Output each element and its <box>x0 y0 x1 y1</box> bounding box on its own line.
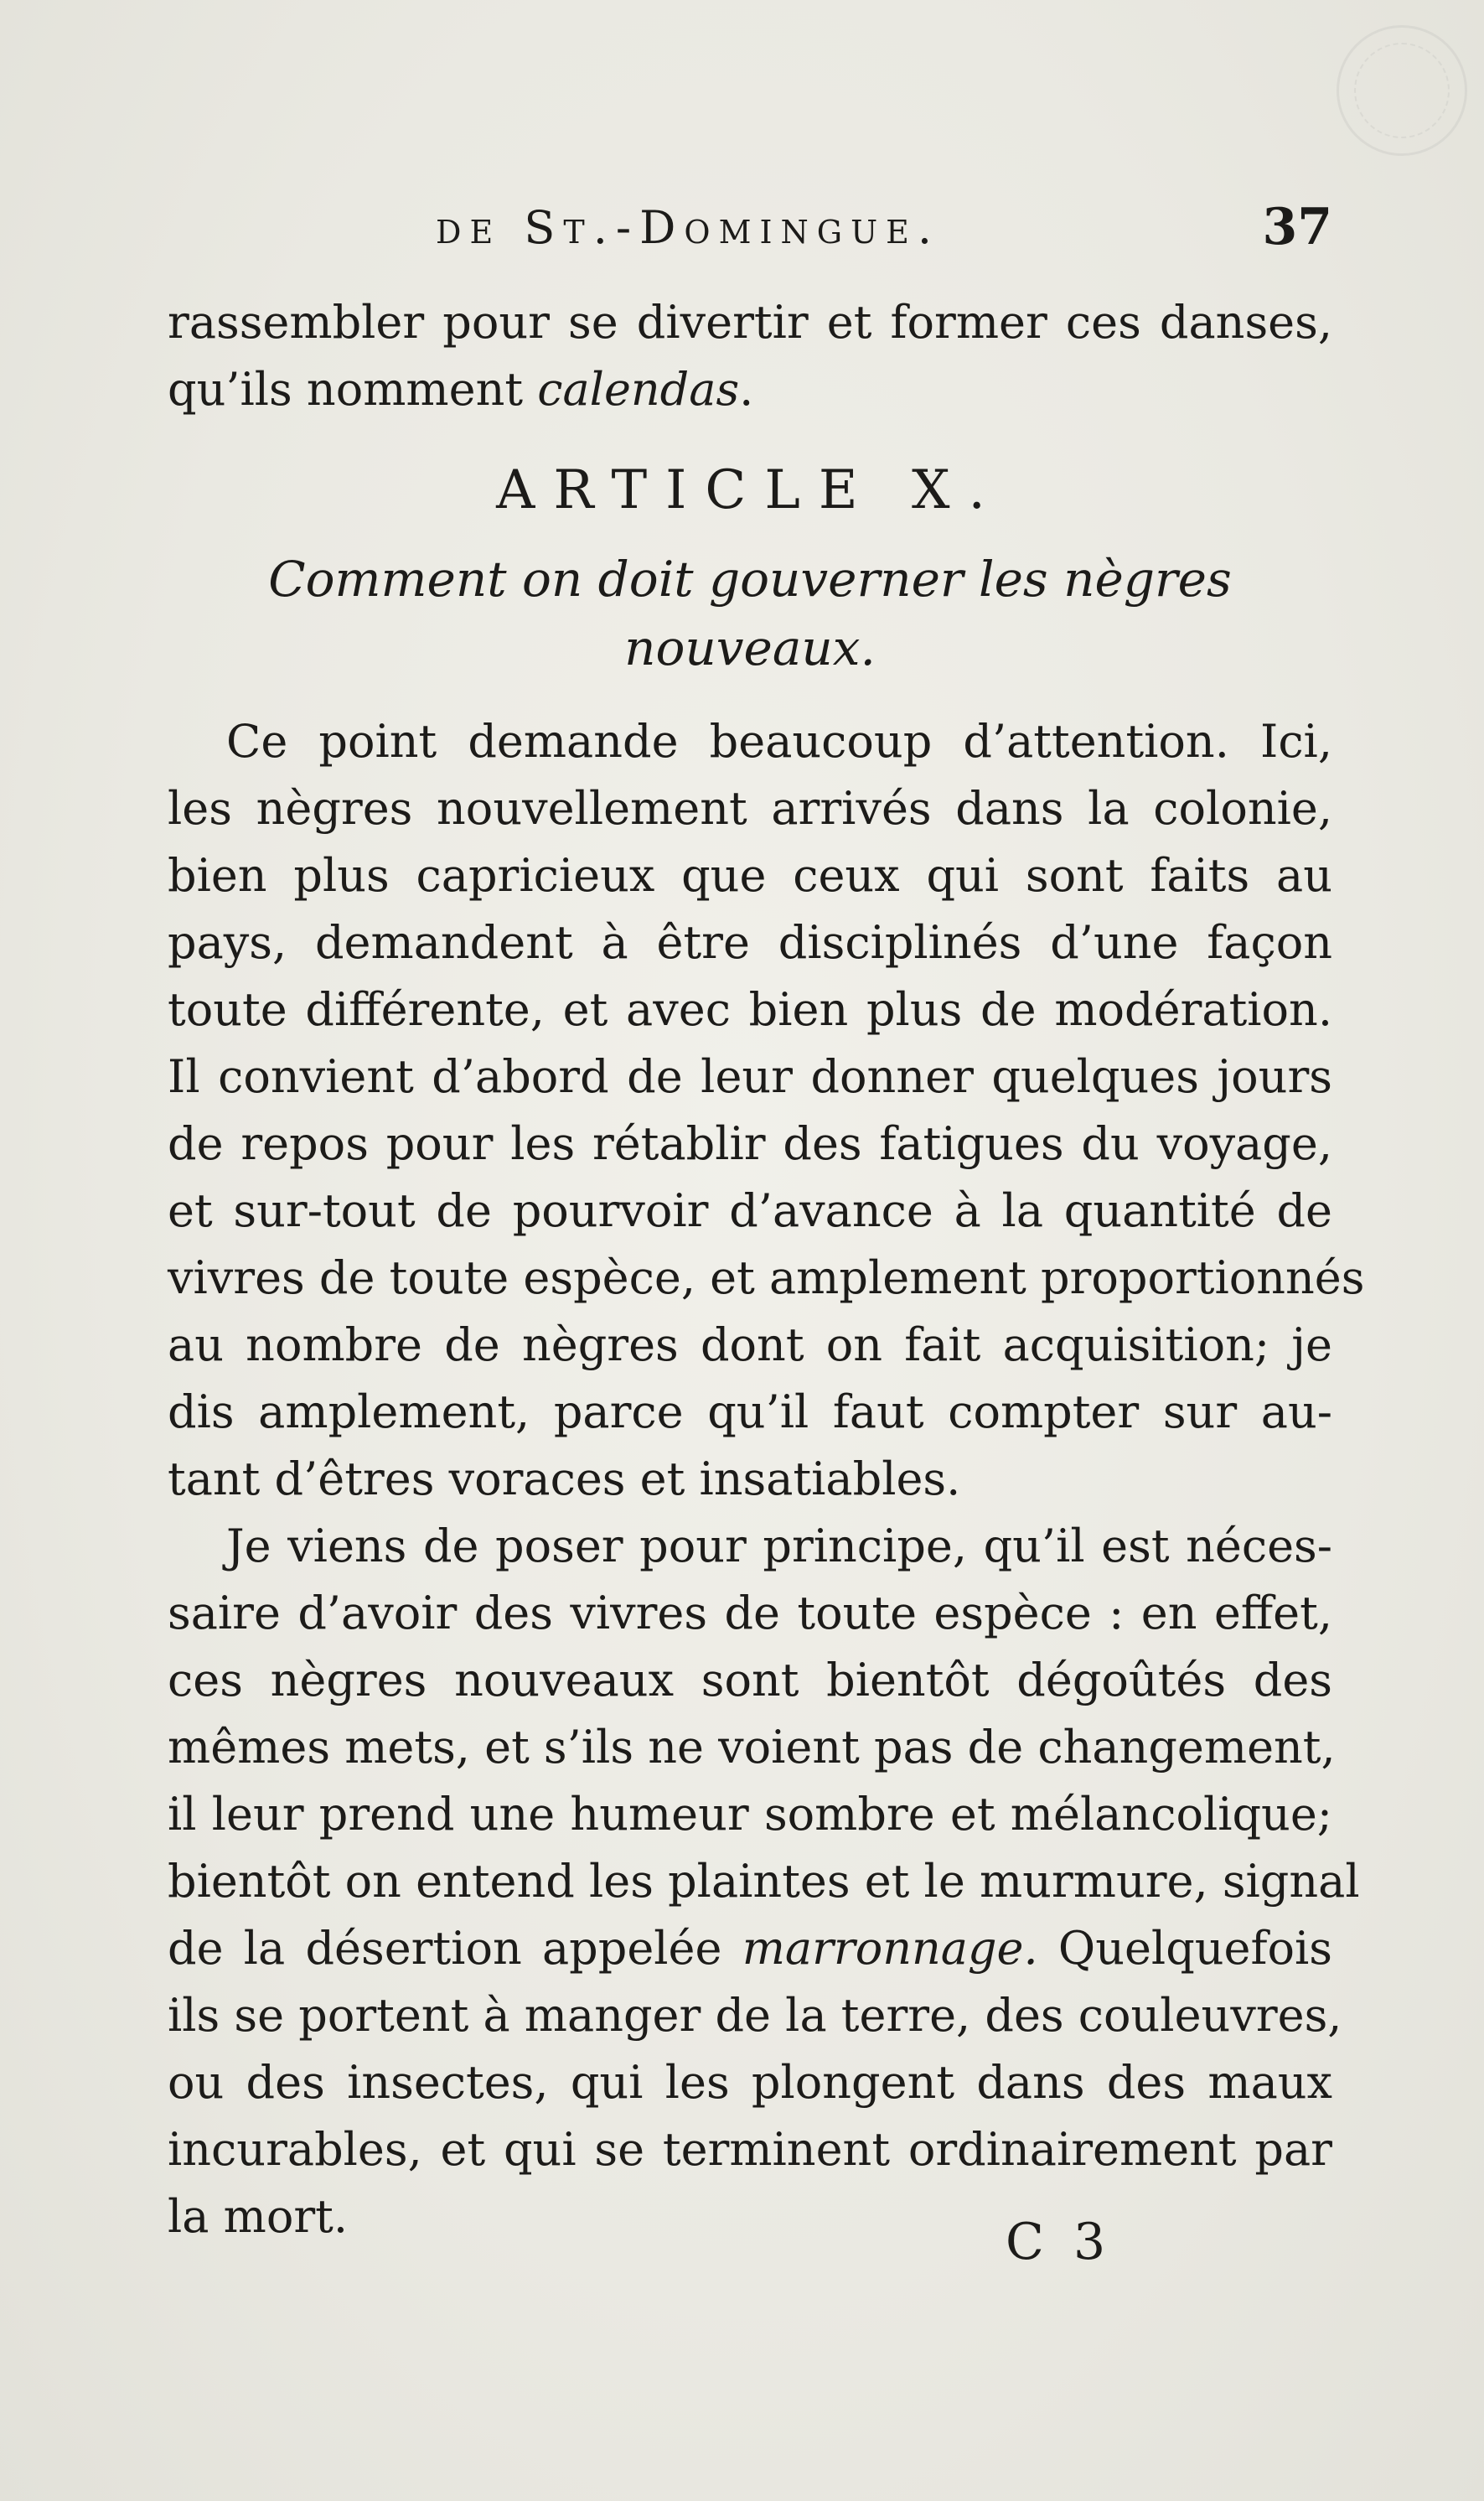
paragraph-line: toute différente, et avec bien plus de modération. <box>168 983 1332 1036</box>
paragraph-line: et sur-tout de pourvoir d’avance à la quantité de <box>168 1184 1332 1237</box>
page-header <box>168 198 1332 268</box>
subtitle-line-1: Comment on doit gouverner les nègres <box>268 551 1232 608</box>
paragraph-line: pays, demandent à être disciplinés d’une façon <box>168 916 1332 969</box>
subtitle-line-2: nouveaux. <box>624 619 876 676</box>
paragraph-1 <box>168 708 1365 1513</box>
paragraph-line: incurables, et qui se terminent ordinairement par <box>168 2123 1332 2176</box>
running-title: de St.-Domingue. <box>436 201 941 254</box>
article-subtitle <box>168 545 1332 682</box>
paragraph-line: saire d’avoir des vivres de toute espèce : en effet, <box>168 1587 1332 1639</box>
paragraph-line: Ce point demande beaucoup d’attention. Ici, <box>226 715 1332 768</box>
paragraph-line: il leur prend une humeur sombre et mélancolique; <box>168 1788 1332 1841</box>
paragraph-line: bien plus capricieux que ceux qui sont faits au <box>168 849 1332 902</box>
paragraph-line-italic: de la désertion appelée marronnage. Quelquefois <box>168 1922 1332 1975</box>
paragraph-2 <box>168 1513 1360 2250</box>
paragraph-line: la mort. <box>168 2190 349 2243</box>
paragraph-line: dis amplement, parce qu’il faut compter sur au- <box>168 1385 1332 1438</box>
paragraph-line: mêmes mets, et s’ils ne voient pas de changement, <box>168 1721 1336 1773</box>
paragraph-line: au nombre de nègres dont on fait acquisition; je <box>168 1318 1332 1371</box>
paragraph-line: Il convient d’abord de leur donner quelques jours <box>168 1050 1332 1103</box>
intro-text <box>168 289 1332 423</box>
signature-mark: C 3 <box>1006 2213 1113 2271</box>
paragraph-line: ou des insectes, qui les plongent dans des maux <box>168 2056 1332 2109</box>
paragraph-line: Je viens de poser pour principe, qu’il est néces- <box>226 1520 1332 1572</box>
paragraph-line: de repos pour les rétablir des fatigues du voyage, <box>168 1117 1332 1170</box>
paragraph-line: vivres de toute espèce, et amplement proportionnés <box>168 1251 1365 1304</box>
paragraph-line: les nègres nouvellement arrivés dans la colonie, <box>168 782 1332 835</box>
article-heading: ARTICLE X. <box>496 459 1004 521</box>
paragraph-line: bientôt on entend les plaintes et le murmure, signal <box>168 1855 1360 1908</box>
paragraph-line: ces nègres nouveaux sont bientôt dégoûtés des <box>168 1654 1332 1706</box>
intro-line-1: rassembler pour se divertir et former ces danses, <box>168 296 1332 349</box>
library-stamp <box>1337 25 1467 156</box>
paragraph-line: ils se portent à manger de la terre, des couleuvres, <box>168 1989 1342 2042</box>
paragraph-line: tant d’êtres voraces et insatiables. <box>168 1452 961 1505</box>
intro-line-2: qu’ils nomment calendas. <box>168 363 754 416</box>
page-number: 37 <box>1262 198 1332 256</box>
